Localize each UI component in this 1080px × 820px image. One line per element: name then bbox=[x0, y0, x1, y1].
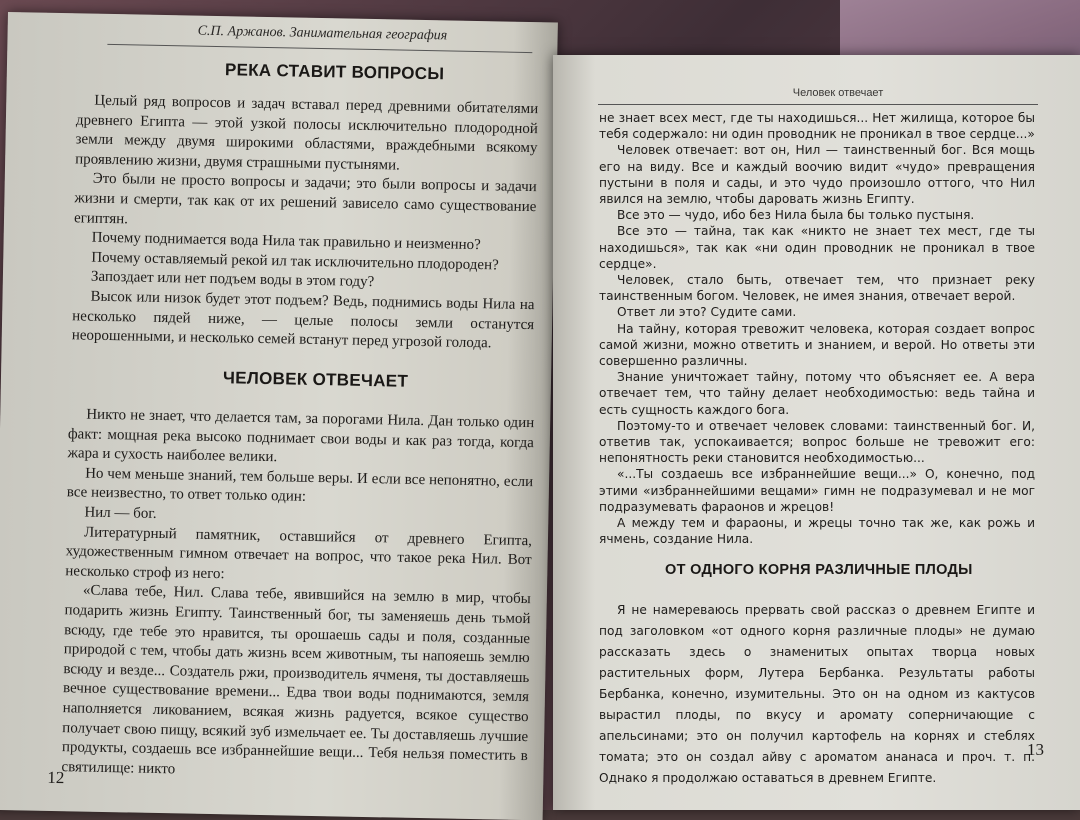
paragraph: Поэтому-то и отвечает человек словами: таинственный бог. И, ответив так, успокаивается; вопрос больше не тревожит его: непонятность реки становится необходимостью... bbox=[599, 418, 1035, 466]
paragraph: Литературный памятник, оставшийся от древнего Египта, художественным гимном отвечает на вопрос, что такое река Нил. Вот несколько строф из него: bbox=[65, 524, 533, 583]
right-section-1 bbox=[599, 110, 1035, 547]
paragraph: Я не намереваюсь прервать свой рассказ о древнем Египте и под заголовком «от одного корня различные плоды» не думаю рассказать здесь о знаменитых опытах творца новых растительных форм, Лутера Бербанка. Результаты работы Бербанка, конечно, изумительны. Это он на одном из кактусов вырастил плоды, по вкусу и аромату соперничающие с апельсинами; это он получил картофель на корнях и стеблях томата; это он создал айву с ароматом ананаса и проч. т. п. Однако я продолжаю оставаться в древнем Египте. bbox=[599, 603, 1035, 785]
left-section-1 bbox=[72, 91, 539, 355]
heading-chelovek-otvechaet: ЧЕЛОВЕК ОТВЕЧАЕТ bbox=[222, 368, 409, 391]
left-page-number: 12 bbox=[47, 767, 65, 788]
right-page-number: 13 bbox=[1027, 740, 1044, 759]
paragraph: Это были не просто вопросы и задачи; это были вопросы и задачи жизни и смерти, так как от их решений зависело само существование египтян. bbox=[73, 171, 537, 227]
paragraph: Все это — тайна, так как «никто не знает тех мест, где ты находишься», так как «ни один проводник не проникал в твое сердце». bbox=[599, 224, 1035, 271]
paragraph: Запоздает или нет подъем воды в этом году? bbox=[90, 268, 375, 291]
paragraph: «...Ты создаешь все избраннейшие вещи...» О, конечно, под этими «избраннейшими вещами» гимн не подразумевал и не мог подразумевать фараонов и жрецов! bbox=[599, 467, 1035, 514]
paragraph: А между тем и фараоны, и жрецы точно так же, как рожь и ячмень, создание Нила. bbox=[599, 516, 1035, 547]
paragraph: На тайну, которая тревожит человека, которая создает вопрос самой жизни, можно ответить и знанием, и верой. Но ответы эти совершенно различны. bbox=[599, 321, 1035, 369]
paragraph: Нил — бог. bbox=[84, 504, 157, 522]
paragraph: Человек отвечает: вот он, Нил — таинственный бог. Вся мощь его на виду. Все и каждый воочию видит «чудо» превращения пустыни в поля и сады, и это чудо произошло оттого, что Нил явился на землю, чтобы даровать жизнь Египту. bbox=[599, 143, 1035, 207]
right-section-2 bbox=[599, 600, 1035, 789]
heading-ot-odnogo-kornya: ОТ ОДНОГО КОРНЯ РАЗЛИЧНЫЕ ПЛОДЫ bbox=[665, 562, 973, 578]
left-head-rule bbox=[107, 44, 532, 53]
paragraph: Целый ряд вопросов и задач вставал перед древними обитателями древнего Египта — этой узкой полосы исключительно плодородной земли между двумя широкими областями, враждебными всякому проявлению жизни, двумя страшными пустынями. bbox=[75, 92, 539, 174]
heading-reka-stavit-voprosy: РЕКА СТАВИТ ВОПРОСЫ bbox=[224, 60, 445, 84]
paragraph: Высок или низок будет этот подъем? Ведь, поднимись воды Нила на несколько пядей ниже, — целые полосы земли останутся неорошенными, и несколько семей встанут перед угрозой голода. bbox=[71, 288, 535, 352]
left-running-head: С.П. Аржанов. Занимательная география bbox=[197, 23, 448, 44]
paragraph: не знает всех мест, где ты находишься... Нет жилища, которое бы тебя содержало: ни один проводник не проникал в твое сердце...» bbox=[599, 111, 1035, 142]
paragraph: Знание уничтожает тайну, потому что объясняет ее. А вера отвечает тем, что тайну делает необходимостью: ведь тайна и есть сущность каждого бога. bbox=[599, 370, 1035, 417]
paragraph: Все это — чудо, ибо без Нила была бы только пустыня. bbox=[617, 208, 975, 223]
paragraph: «Слава тебе, Нил. Слава тебе, явившийся на землю в мир, чтобы подарить жизнь Египту. Таинственный бог, ты заменяешь день тьмой всюду, где тебе это нравится, ты орошаешь сады и поля, созданные природой с тем, чтобы дать жизнь всем животным, ты напояешь землю всюду и везде... Создатель ржи, производитель ячменя, ты доставляешь вечное существование времени... Едва твои воды поднимаются, земля наполняется ликованием, всякая жизнь радуется, всякое существо получает свою пищу, всякий зуб измельчает ее. Ты доставляешь лучшие продукты, создаешь все избраннейшие вещи... Тебя нельзя поместить в святилище: никто bbox=[61, 582, 531, 778]
paragraph: Ответ ли это? Судите сами. bbox=[617, 305, 797, 320]
right-page bbox=[553, 55, 1080, 810]
paragraph: Почему поднимается вода Нила так правильно и неизменно? bbox=[91, 229, 481, 254]
right-head-rule bbox=[598, 104, 1038, 105]
paragraph: Но чем меньше знаний, тем больше веры. И если все непонятно, если все неизвестно, то ответ только один: bbox=[66, 465, 534, 506]
left-section-2 bbox=[61, 405, 534, 786]
paragraph: Человек, стало быть, отвечает тем, что признает реку таинственным богом. Человек, не имея знания, отвечает верой. bbox=[599, 273, 1035, 304]
paragraph: Никто не знает, что делается там, за порогами Нила. Дан только один факт: мощная река высоко поднимает свои воды и как раз тогда, когда жара и сухость наиболее велики. bbox=[67, 406, 535, 466]
paragraph: Почему оставляемый рекой ил так исключительно плодороден? bbox=[91, 249, 499, 274]
left-page bbox=[0, 12, 558, 820]
right-running-head: Человек отвечает bbox=[792, 87, 884, 99]
